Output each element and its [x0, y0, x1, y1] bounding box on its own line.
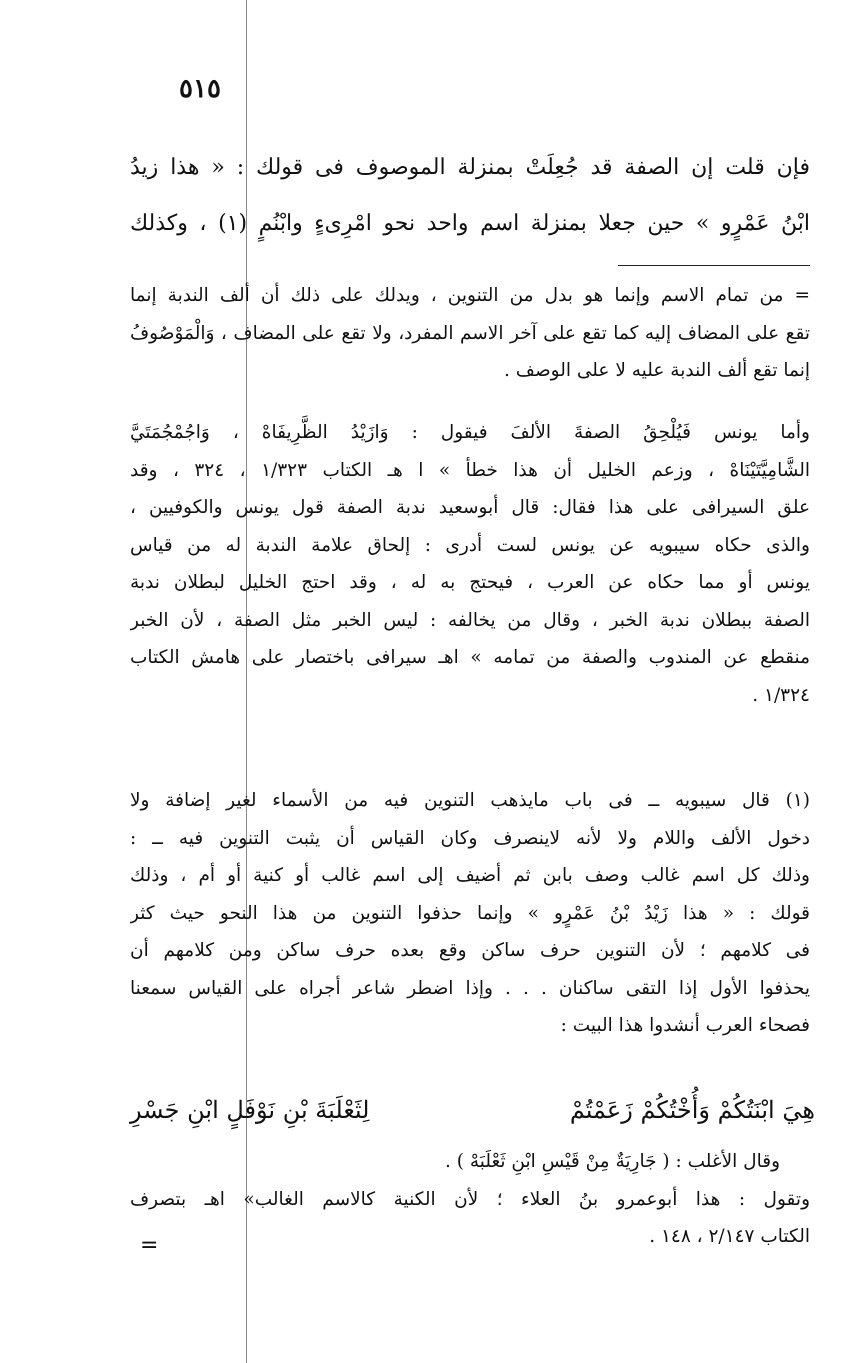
footnote-line: فصحاء العرب أنشدوا هذا البيت : — [560, 1015, 810, 1036]
footnote-separator-rule — [618, 265, 810, 266]
footnote-line: إنما تقع ألف الندبة عليه لا على الوصف . — [504, 360, 810, 381]
footnote-line: الكتاب ٢/١٤٧ ، ١٤٨ . — [649, 1226, 810, 1247]
footnote-line: الصفة ببطلان ندبة الخبر ، وقال من يخالفه : ليس الخبر مثل الصفة ، لأن الخبر — [130, 609, 810, 631]
main-text-line: فإن قلت إن الصفة قد جُعِلَتْ بمنزلة الموصوف فى قولك : « هذا زيدُ — [130, 155, 810, 180]
footnote-line: والذى حكاه سيبويه عن يونس لست أدرى : إلحاق علامة الندبة له من قياس — [130, 534, 810, 556]
footnote-line: تقع على المضاف إليه كما تقع على آخر الاسم المفرد، ولا تقع على المضاف ، وَالْمَوْصُوفُ — [130, 322, 810, 344]
continuation-mark: = — [140, 1233, 159, 1258]
footnote-line: وأما يونس فَيُلْحِقُ الصفةَ الألفَ فيقول : وَازَيْدُ الظَّرِيفَاهْ ، وَاجُمْجُمَتَيَّ — [130, 422, 810, 443]
poetry-verse — [130, 1086, 815, 1134]
footnote-yunus-paragraph — [130, 414, 810, 714]
footnote-line: قولك : « هذا زَيْدُ بْنُ عَمْرٍو » وإنما حذفوا التنوين من هذا النحو حيث كثر — [130, 902, 810, 924]
verse-first-hemistich: هِيَ ابْنَتُكُمْ وَأُخْتُكُمْ زَعَمْتُمْ — [569, 1096, 815, 1124]
footnote-line: يونس أو مما حكاه عن العرب ، فيحتج به له ، وقد احتج الخليل لبطلان ندبة — [130, 572, 810, 593]
footnote-1 — [130, 782, 810, 1045]
main-text — [130, 140, 810, 252]
footnote-line: منقطع عن المندوب والصفة من تمامه » اهـ سيرافى باختصار على هامش الكتاب — [130, 647, 810, 668]
page-number: ٥١٥ — [179, 74, 221, 104]
footnote-continued — [130, 277, 810, 390]
footnote-line: دخول الألف واللام ولا لأنه لاينصرف وكان القياس أن يثبت التنوين فيه ــ : — [130, 827, 810, 849]
footnote-line: الشَّامِيَّتَيْنَاهْ ، وزعم الخليل أن هذا خطأ » ا هـ الكتاب ١/٣٢٣ ، ٣٢٤ ، وقد — [130, 459, 810, 481]
verse-second-hemistich: لِثَعْلَبَةَ بْنِ نَوْفَلٍ ابْنِ جَسْرِ — [130, 1096, 370, 1124]
footnote-line: وتقول : هذا أبوعمرو بنُ العلاء ؛ لأن الكنية كالاسم الغالب» اهـ بتصرف — [130, 1188, 810, 1210]
main-text-line: ابْنُ عَمْرٍو » حين جعلا بمنزلة اسم واحد نحو امْرِىءٍ وابْنُمٍ (١) ، وكذلك — [130, 211, 810, 236]
footnote-line: فى كلامهم ؛ لأن التنوين حرف ساكن وقع بعده حرف ساكن ومن كلامهم أن — [130, 940, 810, 961]
footnote-1-continuation — [130, 1143, 810, 1256]
footnote-line: وقال الأغلب : ( جَارِيَةٌ مِنْ قَيْسِ ابْنِ ثَعْلَبَهْ ) . — [444, 1151, 780, 1172]
footnote-line: ١/٣٢٤ . — [752, 684, 810, 706]
footnote-line: علق السيرافى على هذا فقال: قال أبوسعيد ندبة الصفة قول يونس والكوفيين ، — [130, 497, 810, 518]
footnote-line: = من تمام الاسم وإنما هو بدل من التنوين ، ويدلك على ذلك أن ألف الندبة إنما — [130, 285, 810, 306]
footnote-line: يحذفوا الأول إذا التقى ساكنان . . . وإذا اضطر شاعر أجراه على القياس سمعنا — [130, 977, 810, 999]
footnote-line: وذلك كل اسم غالب وصف بابن ثم أضيف إلى اسم غالب أو كنية أو أم ، وذلك — [130, 865, 810, 886]
footnote-line: (١) قال سيبويه ــ فى باب مايذهب التنوين فيه من الأسماء لغير إضافة ولا — [130, 790, 810, 811]
